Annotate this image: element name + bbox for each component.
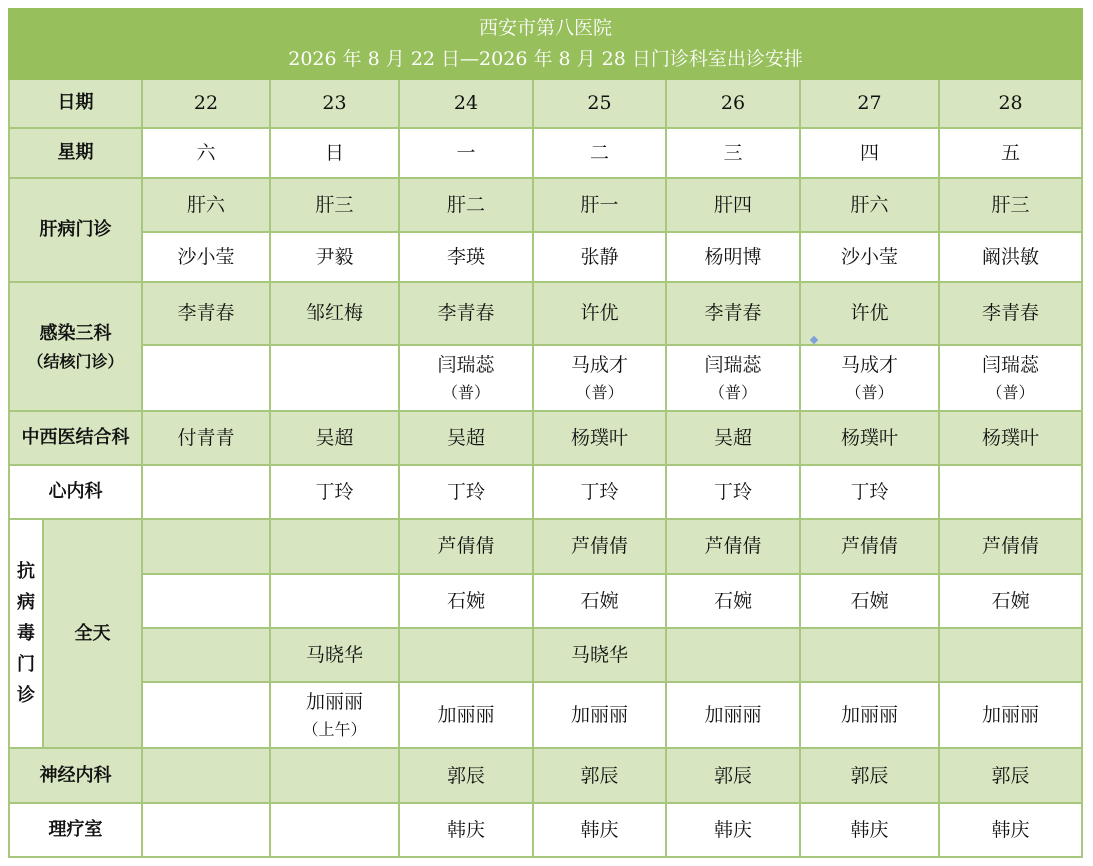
doctor-name: 闫瑞蕊 xyxy=(704,353,762,376)
doctor-cell xyxy=(142,628,270,682)
doctor-cell: 石婉 xyxy=(939,574,1082,628)
doctor-cell: 丁玲 xyxy=(399,465,533,519)
antiviral-row-2 xyxy=(9,574,1082,628)
doctor-cell: 李瑛 xyxy=(399,232,533,282)
date-cell: 22 xyxy=(142,79,270,127)
doctor-cell xyxy=(270,574,399,628)
table-title xyxy=(9,9,1082,79)
doctor-cell: 加丽丽 xyxy=(800,682,939,748)
doctor-cell: 韩庆 xyxy=(533,803,666,857)
weekday-cell: 三 xyxy=(666,128,800,178)
doctor-cell: 芦倩倩 xyxy=(399,519,533,573)
doctor-cell: 吴超 xyxy=(666,411,800,465)
antiviral-label-char: 毒 xyxy=(17,623,35,645)
date-cell: 25 xyxy=(533,79,666,127)
date-row xyxy=(9,79,1082,127)
infection-row-1 xyxy=(9,282,1082,344)
infection-dept-label xyxy=(9,282,142,411)
doctor-cell: 石婉 xyxy=(666,574,800,628)
doctor-note: （上午） xyxy=(302,720,367,740)
infection-dept-sublabel: （结核门诊） xyxy=(27,351,124,371)
doctor-cell xyxy=(800,628,939,682)
neuro-dept-label: 神经内科 xyxy=(9,748,142,802)
doctor-cell xyxy=(533,345,666,411)
doctor-cell: 沙小莹 xyxy=(800,232,939,282)
doctor-cell: 阚洪敏 xyxy=(939,232,1082,282)
antiviral-row-4 xyxy=(9,682,1082,748)
doctor-name: 马成才 xyxy=(840,353,898,376)
doctor-cell xyxy=(399,345,533,411)
doctor-cell: 丁玲 xyxy=(533,465,666,519)
weekday-cell: 一 xyxy=(399,128,533,178)
doctor-cell xyxy=(142,748,270,802)
weekday-cell: 二 xyxy=(533,128,666,178)
doctor-cell: 郭辰 xyxy=(800,748,939,802)
tcm-dept-label: 中西医结合科 xyxy=(9,411,142,465)
doctor-cell xyxy=(142,574,270,628)
doctor-cell: 芦倩倩 xyxy=(533,519,666,573)
doctor-cell: 尹毅 xyxy=(270,232,399,282)
doctor-note: （普） xyxy=(845,382,894,402)
doctor-cell: 马晓华 xyxy=(270,628,399,682)
doctor-note: （普） xyxy=(708,382,757,402)
cardio-dept-label: 心内科 xyxy=(9,465,142,519)
tcm-row xyxy=(9,411,1082,465)
doctor-cell xyxy=(270,803,399,857)
doctor-cell xyxy=(142,465,270,519)
doctor-cell: 邹红梅 xyxy=(270,282,399,344)
doctor-cell: 郭辰 xyxy=(939,748,1082,802)
doctor-cell xyxy=(666,345,800,411)
date-label: 日期 xyxy=(9,79,142,127)
doctor-cell: 加丽丽 xyxy=(399,682,533,748)
doctor-name: 闫瑞蕊 xyxy=(437,353,495,376)
doctor-cell: 芦倩倩 xyxy=(939,519,1082,573)
doctor-cell: 石婉 xyxy=(399,574,533,628)
weekday-cell: 五 xyxy=(939,128,1082,178)
doctor-cell: 杨明博 xyxy=(666,232,800,282)
doctor-cell: 付青青 xyxy=(142,411,270,465)
liver-clinic-label: 肝病门诊 xyxy=(9,178,142,282)
weekday-label: 星期 xyxy=(9,128,142,178)
doctor-cell: 丁玲 xyxy=(270,465,399,519)
doctor-cell xyxy=(270,345,399,411)
doctor-cell: 韩庆 xyxy=(800,803,939,857)
antiviral-label-char: 诊 xyxy=(17,685,35,707)
doctor-cell: 李青春 xyxy=(939,282,1082,344)
doctor-cell: 许优 xyxy=(533,282,666,344)
ward-cell: 肝六 xyxy=(142,178,270,232)
doctor-cell xyxy=(142,519,270,573)
infection-row-2 xyxy=(9,345,1082,411)
weekday-cell: 四 xyxy=(800,128,939,178)
doctor-cell: 马晓华 xyxy=(533,628,666,682)
doctor-cell: 李青春 xyxy=(142,282,270,344)
doctor-cell: 石婉 xyxy=(533,574,666,628)
weekday-cell: 日 xyxy=(270,128,399,178)
doctor-cell xyxy=(142,345,270,411)
date-cell: 28 xyxy=(939,79,1082,127)
ward-cell: 肝三 xyxy=(270,178,399,232)
schedule-table xyxy=(8,8,1083,858)
doctor-cell: 李青春 xyxy=(666,282,800,344)
antiviral-row-1 xyxy=(9,519,1082,573)
doctor-cell xyxy=(800,345,939,411)
doctor-cell: 郭辰 xyxy=(666,748,800,802)
cardio-row xyxy=(9,465,1082,519)
antiviral-label-char: 病 xyxy=(17,592,35,614)
doctor-cell xyxy=(270,748,399,802)
doctor-note: （普） xyxy=(575,382,624,402)
doctor-cell: 加丽丽 xyxy=(666,682,800,748)
weekday-row xyxy=(9,128,1082,178)
doctor-cell xyxy=(142,803,270,857)
ward-cell: 肝二 xyxy=(399,178,533,232)
doctor-name: 闫瑞蕊 xyxy=(982,353,1040,376)
date-cell: 27 xyxy=(800,79,939,127)
ward-cell: 肝四 xyxy=(666,178,800,232)
doctor-cell: 李青春 xyxy=(399,282,533,344)
date-cell: 26 xyxy=(666,79,800,127)
doctor-cell: 加丽丽 xyxy=(939,682,1082,748)
doctor-cell: 韩庆 xyxy=(666,803,800,857)
date-cell: 23 xyxy=(270,79,399,127)
antiviral-row-3 xyxy=(9,628,1082,682)
neuro-row xyxy=(9,748,1082,802)
physio-row xyxy=(9,803,1082,857)
physio-dept-label: 理疗室 xyxy=(9,803,142,857)
doctor-cell xyxy=(939,465,1082,519)
doctor-name: 加丽丽 xyxy=(305,691,363,714)
doctor-cell: 许优 xyxy=(800,282,939,344)
liver-ward-row xyxy=(9,178,1082,232)
doctor-cell: 张静 xyxy=(533,232,666,282)
antiviral-period-label: 全天 xyxy=(43,519,142,748)
doctor-cell: 吴超 xyxy=(399,411,533,465)
hospital-name: 西安市第八医院 xyxy=(479,17,613,40)
doctor-cell xyxy=(666,628,800,682)
antiviral-clinic-label xyxy=(9,519,43,748)
doctor-cell: 杨璞叶 xyxy=(800,411,939,465)
doctor-cell: 郭辰 xyxy=(533,748,666,802)
infection-dept-name: 感染三科 xyxy=(39,322,112,344)
doctor-cell: 吴超 xyxy=(270,411,399,465)
doctor-cell: 韩庆 xyxy=(939,803,1082,857)
doctor-cell xyxy=(399,628,533,682)
doctor-cell xyxy=(939,345,1082,411)
doctor-name: 马成才 xyxy=(570,353,628,376)
doctor-cell: 郭辰 xyxy=(399,748,533,802)
antiviral-label-char: 抗 xyxy=(17,561,35,583)
liver-doctor-row xyxy=(9,232,1082,282)
ward-cell: 肝六 xyxy=(800,178,939,232)
doctor-cell xyxy=(270,682,399,748)
weekday-cell: 六 xyxy=(142,128,270,178)
ward-cell: 肝三 xyxy=(939,178,1082,232)
doctor-cell: 韩庆 xyxy=(399,803,533,857)
doctor-cell: 沙小莹 xyxy=(142,232,270,282)
doctor-cell xyxy=(270,519,399,573)
antiviral-label-char: 门 xyxy=(17,654,35,676)
doctor-cell: 杨璞叶 xyxy=(939,411,1082,465)
doctor-cell: 丁玲 xyxy=(800,465,939,519)
doctor-note: （普） xyxy=(986,382,1035,402)
ward-cell: 肝一 xyxy=(533,178,666,232)
doctor-cell: 加丽丽 xyxy=(533,682,666,748)
doctor-note: （普） xyxy=(441,382,490,402)
doctor-cell: 芦倩倩 xyxy=(666,519,800,573)
doctor-cell: 杨璞叶 xyxy=(533,411,666,465)
doctor-cell: 芦倩倩 xyxy=(800,519,939,573)
doctor-cell: 丁玲 xyxy=(666,465,800,519)
doctor-cell xyxy=(939,628,1082,682)
schedule-period: 2026 年 8 月 22 日—2026 年 8 月 28 日门诊科室出诊安排 xyxy=(288,48,803,71)
date-cell: 24 xyxy=(399,79,533,127)
doctor-cell xyxy=(142,682,270,748)
doctor-cell: 石婉 xyxy=(800,574,939,628)
